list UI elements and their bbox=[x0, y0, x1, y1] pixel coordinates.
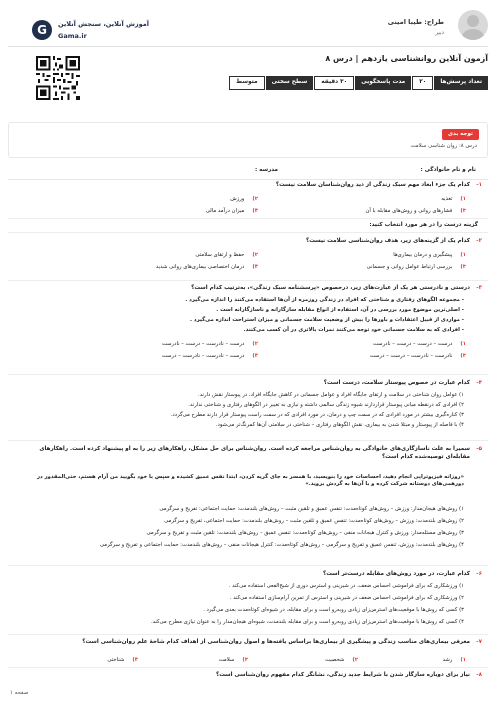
school-label: مدرسه : bbox=[255, 167, 278, 173]
question-1 bbox=[8, 182, 488, 212]
site-logo[interactable] bbox=[16, 12, 150, 50]
option[interactable]: ۱) عوامل روان شناختی در سلامت و ارتقای جایگاه افراد و عوامل جسمانی در کاهش جایگاه افراد، در پیوستار نقش دارند. bbox=[198, 392, 464, 398]
option[interactable]: ۴)درمان اختصاصی بیماری‌های روانی شدید bbox=[155, 264, 258, 270]
designer-info bbox=[388, 18, 444, 37]
question-text: کدام عبارت در خصوص پیوستار سلامت، درست است؟ bbox=[323, 380, 470, 386]
question-text: درستی و نادرستی هر یک از عبارت‌های زیر، درخصوص «پرسشنامه سبک زندگی»، به‌ترتیب کدام است؟ bbox=[191, 285, 470, 291]
option[interactable]: ۳) کسی که روش‌ها با موقعیت‌های استرس‌زای زیادی روبه‌رو است و برای مقابله، در شیوه‌ای کوتاه‌مدت بعدی می‌گیرد . bbox=[203, 607, 464, 613]
statement: - اصلی‌ترین موضوع مورد بررسی در آن، استفاده از انواع مقابله سازگارانه و ناسازگارانه است . bbox=[216, 307, 464, 313]
option[interactable]: ۴) روش‌های بلندمدت: ورزش، تنفس عمیق و تفریح و سرگرمی – روش‌های کوتاه‌مدت: کنترل هیجانات منفی – روش‌های بلندمدت: حمایت اجتماعی و تفریح و سرگرمی bbox=[99, 542, 464, 548]
option[interactable]: ۲) ورزشکاری که برای فراموشی احساس ضعف در شیرینی و استرس از تمرین آرام‌سازی استفاده می‌کند . bbox=[229, 595, 464, 601]
meta-questions-value: ۲۰ bbox=[412, 76, 433, 90]
divider bbox=[8, 440, 488, 441]
question-text: کدام یک جزء ابعاد مهم سبک زندگی از دید روان‌شناسان سلامت نیست؟ bbox=[275, 182, 470, 188]
question-number: ۵- bbox=[476, 446, 482, 452]
question-text: سمیرا به علت ناسازگاری‌های خانوادگی به روان‌شناس مراجعه کرده است. روان‌شناس برای حل مشکل، راهکارهای زیر را به او پیشنهاد کرده است. راهکارهای مقابله‌ای توصیه‌شده کدام است؟ bbox=[39, 446, 470, 460]
divider bbox=[8, 280, 488, 281]
divider bbox=[8, 374, 488, 375]
option[interactable]: ۱)پیشگیری و درمان بیماری‌ها bbox=[393, 252, 466, 258]
name-label: نام و نام خانوادگی : bbox=[420, 167, 476, 173]
option[interactable]: ۱) روش‌های هیجان‌مدار: ورزش – روش‌های کوتاه‌مدت: تنفس عمیق و تلقین مثبت – روش‌های بلندمدت: حمایت اجتماعی: تفریح و سرگرمی bbox=[159, 506, 464, 512]
option[interactable]: ۲) افرادی که درنقطه میانی پیوستار قراردارند شیوه زندگی سالمی داشته و نیازی به تغییر در الگوهای رفتاری و شناختی ندارند. bbox=[188, 402, 464, 408]
option[interactable]: ۳) کناره‌گیری بیشتر در مورد افرادی که در سمت چپ و درمان، در مورد افرادی که در سمت راست پیوستار قرار دارند مطرح می‌گردد. bbox=[170, 412, 464, 418]
option[interactable]: ۴)میزان درآمد مالی bbox=[205, 208, 258, 214]
option[interactable]: ۳) روش‌های مسئله‌مدار: ورزش و کنترل هیجانات منفی – روش‌های کوتاه‌مدت: تنفس عمیق – روش‌های بلندمدت: تلقین مثبت و تفریح و سرگرمی bbox=[146, 530, 464, 536]
header-divider bbox=[8, 46, 488, 47]
meta-difficulty-label: سطح سختی bbox=[266, 76, 314, 90]
question-6 bbox=[8, 571, 488, 631]
note-badge: توجه بدی bbox=[442, 129, 479, 140]
question-number: ۸- bbox=[476, 672, 482, 678]
option[interactable]: ۲)حفظ و ارتقای سلامتی bbox=[195, 252, 258, 258]
question-number: ۷- bbox=[476, 639, 482, 645]
question-text: کدام عبارت، در مورد روش‌های مقابله درست‌تر است؟ bbox=[322, 571, 470, 577]
question-number: ۶- bbox=[476, 571, 482, 577]
exam-meta bbox=[228, 76, 488, 90]
question-text: کدام یک از گزینه‌های زیر، هدف روان‌شناسی سلامت نیست؟ bbox=[305, 238, 470, 244]
scenario-quote: «روزانه فیزیوتراپی انجام دهید، احساسات خود را بنویسید، با همسر به جای گریه کردن، ابتدا نفس عمیق کشیده و سپس با خود بگویید من آرام هستم، حتی‌المقدور در دورهمی‌های دوستانه شرکت کرده و با آن‌ها به گردش بروید.» bbox=[36, 474, 464, 488]
option[interactable]: ۱)رشد bbox=[442, 657, 466, 663]
page-number: صفحه ۱ bbox=[10, 690, 29, 696]
question-4 bbox=[8, 380, 488, 440]
meta-duration-value: ۳۰ دقیقه bbox=[314, 76, 354, 90]
question-number: ۱- bbox=[476, 182, 482, 188]
option[interactable]: ۱)تغذیه bbox=[441, 196, 466, 202]
question-number: ۴- bbox=[476, 380, 482, 386]
divider bbox=[8, 218, 488, 219]
option[interactable]: ۳)سلامت bbox=[218, 657, 248, 663]
student-info-row bbox=[8, 165, 488, 180]
statement: - مجموعه الگوهای رفتاری و شناختی که افراد در زندگی روزمره از آن‌ها استفاده می‌کنند را اندازه می‌گیرد . bbox=[185, 297, 464, 303]
exam-title: آزمون آنلاین روانشناسی یازدهم | درس ۸ bbox=[325, 54, 488, 63]
option[interactable]: ۴) با فاصله از پیوستار و مبتلا شدن به بیماری، نقش الگوهای رفتاری – شناختی در سلامتی آن‌ها کمرنگ‌تر می‌شود. bbox=[215, 422, 464, 428]
avatar bbox=[458, 10, 488, 40]
option[interactable]: ۱) ورزشکاری که برای فراموشی احساس ضعف، در شیرینی و استرس دوری از شیخ‌الفعی استفاده می‌کند . bbox=[228, 583, 464, 589]
designer-name: طراح: طیبا امینی bbox=[387, 18, 444, 26]
statement: - افرادی که به سلامت جسمانی خود توجه می‌کنند نمرات بالاتری در آن کسب می‌کنند. bbox=[243, 327, 464, 333]
option[interactable]: ۱)درست – درست – درست – نادرست bbox=[372, 341, 466, 347]
question-text: معرفی بیماری‌های مناسب زندگی و پیشگیری از بیماری‌ها براساس یافته‌ها و اصول روان‌شناسی از اهداف کدام شاخهٔ علم روان‌شناسی است؟ bbox=[82, 639, 470, 645]
question-2 bbox=[8, 238, 488, 274]
meta-questions-label: تعداد پرسش‌ها bbox=[434, 76, 488, 90]
logo-mark: G bbox=[32, 20, 52, 40]
qr-code-icon bbox=[36, 56, 80, 100]
question-text: نیاز برای دوباره سازگار شدن با شرایط جدید زندگی، نشانگر کدام مفهوم روان‌شناسی است؟ bbox=[215, 672, 470, 678]
option[interactable]: ۴)درست – نادرست – نادرست – درست bbox=[161, 353, 258, 359]
meta-duration-label: مدت پاسخگویی bbox=[355, 76, 411, 90]
option[interactable]: ۳)فشارهای روانی و روش‌های مقابله با آن bbox=[365, 208, 466, 214]
exam-header bbox=[8, 10, 488, 100]
option[interactable]: ۲) روش‌های بلندمدت: ورزش – روش‌های کوتاه‌مدت: تنفس عمیق و تلقین مثبت – روش‌های بلندمدت: حمایت اجتماعی، تفریح و سرگرمی bbox=[164, 518, 464, 524]
question-3 bbox=[8, 285, 488, 375]
question-number: ۲- bbox=[476, 238, 482, 244]
statement: - مواردی از قبیل اعتقادات و باورها را بیش از وضعیت سلامت جسمانی و میزان استراحت اندازه می‌گیرد . bbox=[190, 317, 464, 323]
designer-role: دبیر bbox=[435, 29, 444, 36]
note-box bbox=[8, 122, 488, 158]
option[interactable]: ۲)شخصیت bbox=[325, 657, 358, 663]
meta-difficulty-value: متوسط bbox=[229, 76, 265, 90]
question-8 bbox=[8, 672, 488, 684]
question-5 bbox=[8, 446, 488, 566]
logo-tagline: آموزش آنلاین، سنجش آنلاین bbox=[58, 20, 150, 28]
note-text: درس ۸: روان شناسی سلامت bbox=[410, 143, 477, 149]
section-instructions: گزینه درست را در هر مورد انتخاب کنید: bbox=[369, 222, 478, 228]
option[interactable]: ۴) کسی که روش‌ها با موقعیت‌های استرس‌زای زیادی روبه‌رو است و برای مقابله بلندمدت، شیوه‌ای هیجان‌مدار را به عنوان نیازی مطرح می‌کند. bbox=[150, 619, 464, 625]
divider bbox=[8, 565, 488, 566]
question-number: ۳- bbox=[476, 285, 482, 291]
divider bbox=[8, 232, 488, 233]
logo-domain: Gama.ir bbox=[58, 32, 87, 40]
option[interactable]: ۲)درست – نادرست – درست – نادرست bbox=[161, 341, 258, 347]
divider bbox=[8, 634, 488, 635]
option[interactable]: ۳)بررسی ارتباط عوامل روانی و جسمانی bbox=[366, 264, 466, 270]
option[interactable]: ۲)ورزش bbox=[230, 196, 258, 202]
option[interactable]: ۳)نادرست – نادرست – درست – درست bbox=[369, 353, 466, 359]
divider bbox=[8, 667, 488, 668]
option[interactable]: ۴)شناختی bbox=[107, 657, 138, 663]
